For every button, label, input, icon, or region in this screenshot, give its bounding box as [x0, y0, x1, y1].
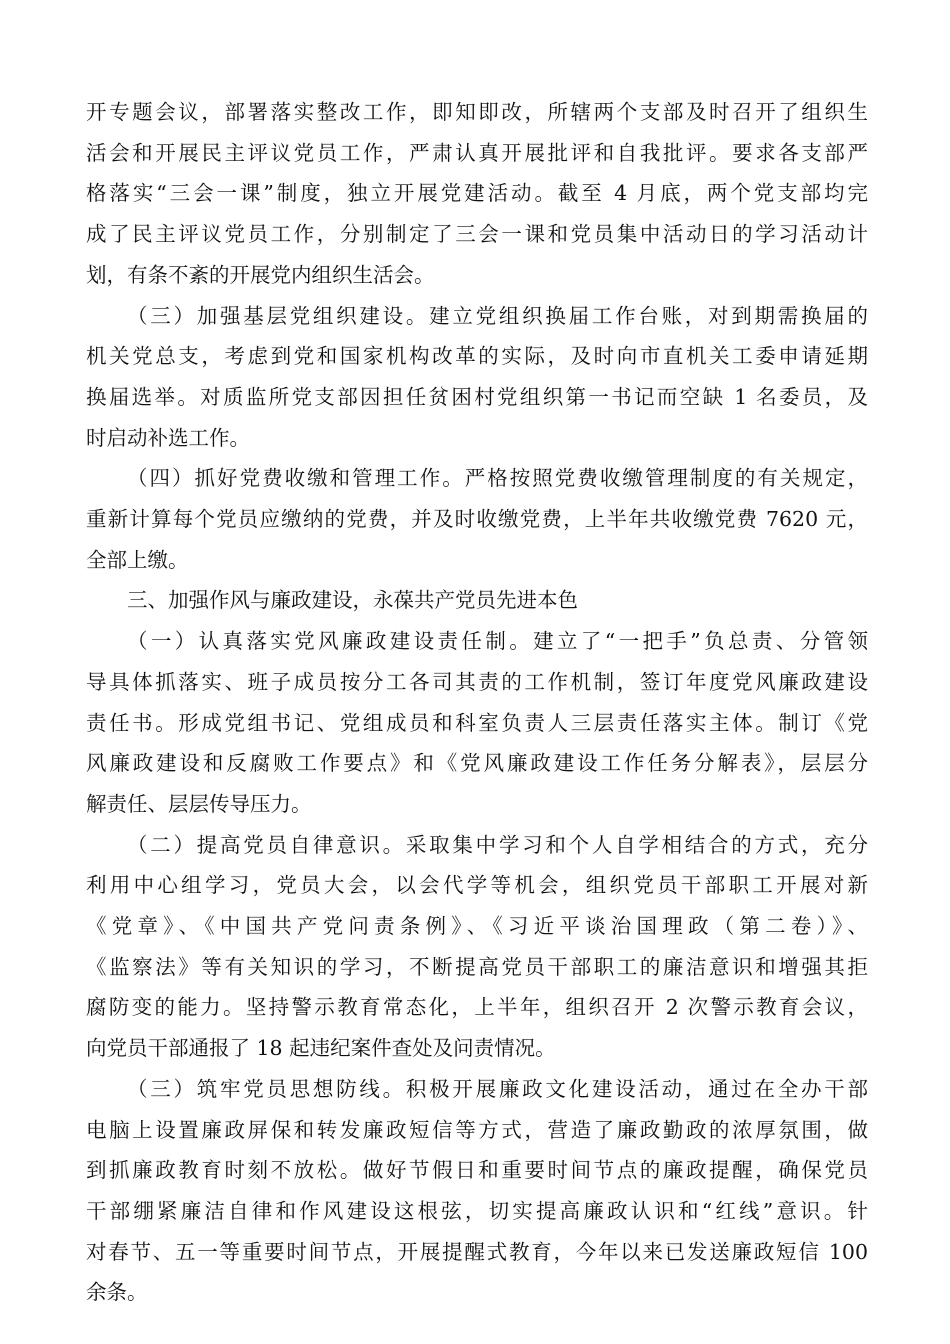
text-line: 利用中心组学习，党员大会，以会代学等机会，组织党员干部职工开展对新: [86, 873, 868, 898]
text-line: 责任书。形成党组书记、党组成员和科室负责人三层责任落实主体。制订《党: [86, 710, 868, 735]
section-heading: [86, 580, 868, 621]
text-line: 时启动补选工作。: [86, 425, 250, 450]
text-line: 成了民主评议党员工作，分别制定了三会一课和党员集中活动日的学习活动计: [86, 222, 868, 247]
text-line: （三）筑牢党员思想防线。积极开展廉政文化建设活动，通过在全办干部: [127, 1076, 868, 1101]
text-line: 干部绷紧廉洁自律和作风建设这根弦，切实提高廉政认识和“红线”意识。针: [86, 1198, 868, 1223]
paragraph-party-dues: [86, 458, 868, 580]
text-line: 余条。: [86, 1280, 148, 1305]
text-line: 活会和开展民主评议党员工作，严肃认真开展批评和自我批评。要求各支部严: [86, 140, 868, 165]
section-heading-text: 三、加强作风与廉政建设，永葆共产党员先进本色: [127, 588, 578, 613]
document-page: [86, 92, 868, 1313]
text-line: 导具体抓落实、班子成员按分工各司其责的工作机制，签订年度党风廉政建设: [86, 669, 868, 694]
text-line: 格落实“三会一课”制度，独立开展党建活动。截至 4 月底，两个党支部均完: [86, 181, 868, 206]
paragraph-grassroots-organization: [86, 296, 868, 459]
text-line: 对春节、五一等重要时间节点，开展提醒式教育，今年以来已发送廉政短信 100: [86, 1239, 868, 1264]
paragraph-responsibility-system: [86, 621, 868, 825]
text-line: （三）加强基层党组织建设。建立党组织换届工作台账，对到期需换届的: [127, 303, 868, 328]
text-line: 到抓廉政教育时刻不放松。做好节假日和重要时间节点的廉政提醒，确保党员: [86, 1158, 868, 1183]
text-line: 腐防变的能力。坚持警示教育常态化，上半年，组织召开 2 次警示教育会议，: [86, 995, 868, 1020]
text-line: （二）提高党员自律意识。采取集中学习和个人自学相结合的方式，充分: [127, 832, 868, 857]
text-line: 《监察法》等有关知识的学习，不断提高党员干部职工的廉洁意识和增强其拒: [86, 954, 868, 979]
paragraph-self-discipline: [86, 825, 868, 1069]
text-line: 划，有条不紊的开展党内组织生活会。: [86, 262, 435, 287]
text-line: 解责任、层层传导压力。: [86, 791, 312, 816]
text-line: 重新计算每个党员应缴纳的党费，并及时收缴党费，上半年共收缴党费 7620 元，: [86, 507, 868, 532]
text-line: 向党员干部通报了 18 起违纪案件查处及问责情况。: [86, 1036, 556, 1061]
text-line: 换届选举。对质监所党支部因担任贫困村党组织第一书记而空缺 1 名委员，及: [86, 384, 868, 409]
text-line: 风廉政建设和反腐败工作要点》和《党风廉政建设工作任务分解表》，层层分: [86, 751, 868, 776]
paragraph-party-branch-meetings: [86, 92, 868, 296]
text-line: 全部上缴。: [86, 547, 189, 572]
text-line: （一）认真落实党风廉政建设责任制。建立了“一把手”负总责、分管领: [127, 629, 868, 654]
paragraph-ideological-defense: [86, 1069, 868, 1313]
text-line: 《党章》、《中国共产党问责条例》、《习近平谈治国理政（第二卷）》、: [86, 914, 868, 939]
text-line: 机关党总支，考虑到党和国家机构改革的实际，及时向市直机关工委申请延期: [86, 344, 868, 369]
text-line: （四）抓好党费收缴和管理工作。严格按照党费收缴管理制度的有关规定，: [127, 466, 868, 491]
text-line: 开专题会议，部署落实整改工作，即知即改，所辖两个支部及时召开了组织生: [86, 100, 868, 124]
text-line: 电脑上设置廉政屏保和转发廉政短信等方式，营造了廉政勤政的浓厚氛围，做: [86, 1117, 868, 1142]
